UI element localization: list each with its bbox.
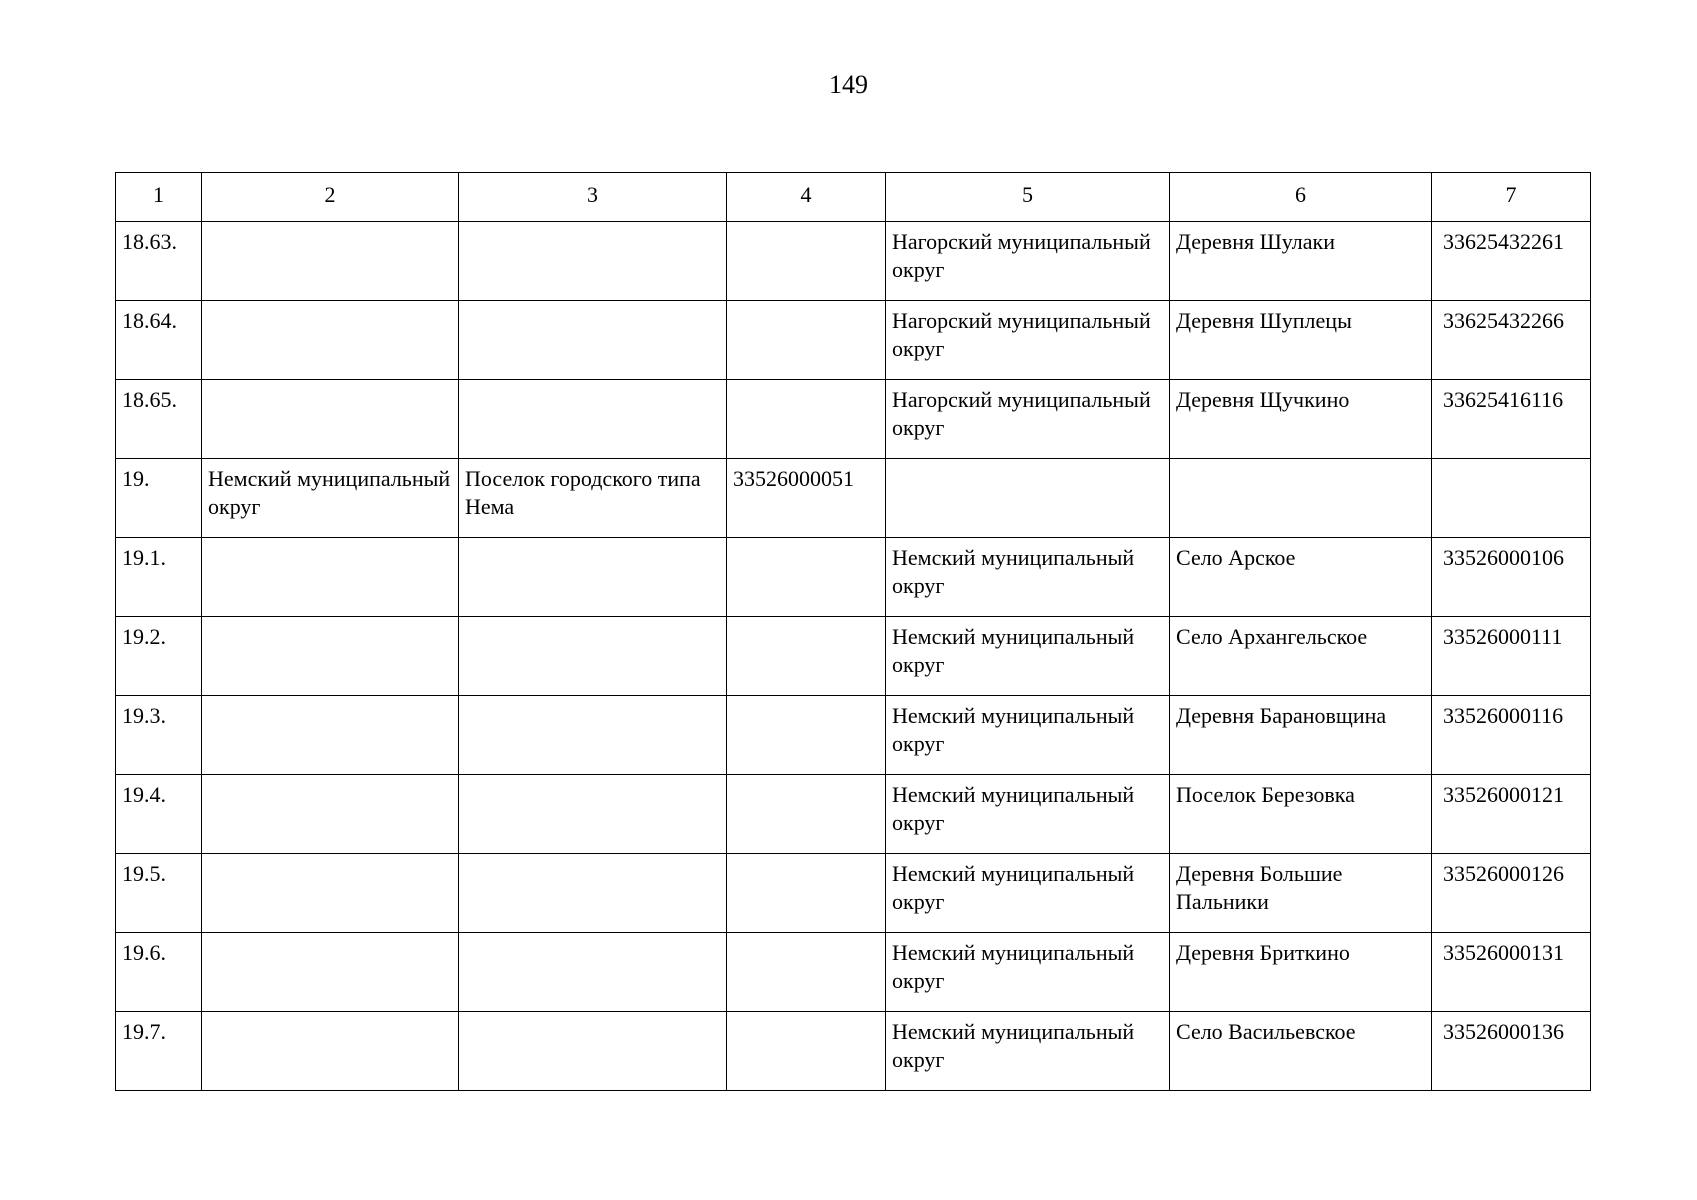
column-header-4: 4 <box>727 173 886 222</box>
table-row <box>116 854 1591 933</box>
cell-settlement-code: 33625432266 <box>1432 301 1591 380</box>
table-row <box>116 380 1591 459</box>
column-header-3: 3 <box>459 173 727 222</box>
cell-settlement: Село Васильевское <box>1170 1012 1432 1091</box>
cell-admin-center <box>459 222 727 301</box>
cell-municipality: Немский муниципальный округ <box>886 933 1170 1012</box>
column-header-1: 1 <box>116 173 202 222</box>
cell-admin-center <box>459 380 727 459</box>
table-row <box>116 222 1591 301</box>
cell-settlement: Село Арское <box>1170 538 1432 617</box>
cell-admin-center-code <box>727 222 886 301</box>
table-header-row <box>116 173 1591 222</box>
cell-district <box>202 380 459 459</box>
cell-settlement <box>1170 459 1432 538</box>
page-number: 149 <box>829 70 868 99</box>
cell-number: 18.63. <box>116 222 202 301</box>
column-header-7: 7 <box>1432 173 1591 222</box>
cell-municipality: Немский муниципальный округ <box>886 696 1170 775</box>
cell-admin-center-code <box>727 933 886 1012</box>
cell-admin-center-code <box>727 1012 886 1091</box>
cell-district <box>202 538 459 617</box>
cell-admin-center-code <box>727 617 886 696</box>
table-row <box>116 538 1591 617</box>
column-header-5: 5 <box>886 173 1170 222</box>
cell-district <box>202 222 459 301</box>
cell-settlement: Деревня Шулаки <box>1170 222 1432 301</box>
cell-admin-center <box>459 933 727 1012</box>
cell-settlement-code: 33526000136 <box>1432 1012 1591 1091</box>
cell-district <box>202 775 459 854</box>
cell-settlement-code <box>1432 459 1591 538</box>
column-header-6: 6 <box>1170 173 1432 222</box>
cell-admin-center <box>459 854 727 933</box>
cell-admin-center-code <box>727 538 886 617</box>
table-row <box>116 933 1591 1012</box>
cell-settlement: Село Архангельское <box>1170 617 1432 696</box>
cell-municipality: Немский муниципальный округ <box>886 854 1170 933</box>
table-row <box>116 617 1591 696</box>
cell-municipality: Немский муниципальный округ <box>886 617 1170 696</box>
cell-admin-center-code <box>727 380 886 459</box>
table-row <box>116 301 1591 380</box>
cell-number: 19. <box>116 459 202 538</box>
cell-district <box>202 1012 459 1091</box>
cell-admin-center <box>459 301 727 380</box>
cell-admin-center <box>459 696 727 775</box>
cell-admin-center: Поселок городского типа Нема <box>459 459 727 538</box>
table-row <box>116 696 1591 775</box>
cell-number: 19.1. <box>116 538 202 617</box>
cell-admin-center-code: 33526000051 <box>727 459 886 538</box>
cell-settlement-code: 33526000121 <box>1432 775 1591 854</box>
cell-settlement: Деревня Шуплецы <box>1170 301 1432 380</box>
cell-admin-center <box>459 775 727 854</box>
cell-settlement-code: 33526000106 <box>1432 538 1591 617</box>
cell-number: 19.3. <box>116 696 202 775</box>
cell-number: 19.4. <box>116 775 202 854</box>
cell-district <box>202 696 459 775</box>
cell-municipality: Нагорский муниципальный округ <box>886 380 1170 459</box>
cell-number: 19.5. <box>116 854 202 933</box>
cell-admin-center-code <box>727 854 886 933</box>
cell-settlement-code: 33625432261 <box>1432 222 1591 301</box>
cell-municipality: Нагорский муниципальный округ <box>886 222 1170 301</box>
cell-district <box>202 617 459 696</box>
cell-number: 19.7. <box>116 1012 202 1091</box>
cell-admin-center-code <box>727 775 886 854</box>
cell-municipality: Немский муниципальный округ <box>886 1012 1170 1091</box>
cell-settlement: Деревня Щучкино <box>1170 380 1432 459</box>
cell-settlement: Деревня Большие Пальники <box>1170 854 1432 933</box>
cell-admin-center <box>459 1012 727 1091</box>
table-row <box>116 775 1591 854</box>
cell-municipality: Нагорский муниципальный округ <box>886 301 1170 380</box>
cell-settlement-code: 33526000116 <box>1432 696 1591 775</box>
cell-admin-center-code <box>727 301 886 380</box>
cell-district: Немский муниципальный округ <box>202 459 459 538</box>
cell-district <box>202 933 459 1012</box>
column-header-2: 2 <box>202 173 459 222</box>
cell-municipality: Немский муниципальный округ <box>886 775 1170 854</box>
cell-municipality <box>886 459 1170 538</box>
cell-settlement-code: 33625416116 <box>1432 380 1591 459</box>
cell-number: 18.65. <box>116 380 202 459</box>
cell-settlement-code: 33526000111 <box>1432 617 1591 696</box>
cell-settlement-code: 33526000131 <box>1432 933 1591 1012</box>
cell-number: 18.64. <box>116 301 202 380</box>
cell-district <box>202 854 459 933</box>
table-row <box>116 459 1591 538</box>
cell-settlement: Поселок Березовка <box>1170 775 1432 854</box>
cell-settlement-code: 33526000126 <box>1432 854 1591 933</box>
settlements-table <box>115 172 1591 1091</box>
cell-number: 19.6. <box>116 933 202 1012</box>
cell-admin-center-code <box>727 696 886 775</box>
cell-admin-center <box>459 538 727 617</box>
cell-admin-center <box>459 617 727 696</box>
cell-settlement: Деревня Бриткино <box>1170 933 1432 1012</box>
cell-number: 19.2. <box>116 617 202 696</box>
table-row <box>116 1012 1591 1091</box>
cell-municipality: Немский муниципальный округ <box>886 538 1170 617</box>
cell-settlement: Деревня Барановщина <box>1170 696 1432 775</box>
cell-district <box>202 301 459 380</box>
